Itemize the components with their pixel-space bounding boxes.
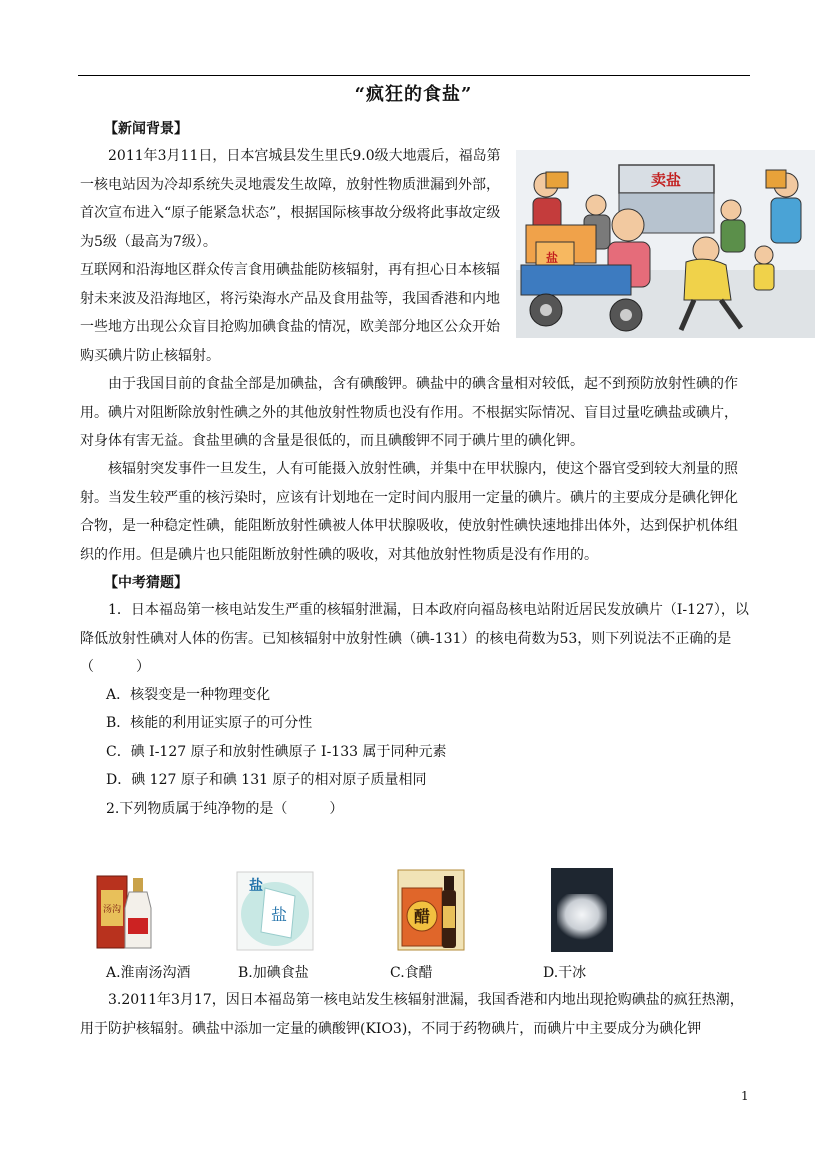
cartoon-box-label: 盐 [545,251,559,265]
svg-text:盐: 盐 [270,905,288,924]
iodized-salt-image [235,868,315,952]
section-exam-heading: 【中考猜题】 [104,575,188,591]
svg-text:醋: 醋 [413,907,431,926]
page-title: “疯狂的食盐” [354,84,473,105]
question-1-option-a: A．核裂变是一种物理变化 [106,687,271,703]
dry-ice-image [551,868,613,952]
cartoon-illustration [516,150,815,338]
news-paragraph-3: 由于我国目前的食盐全部是加碘盐，含有碘酸钾。碘盐中的碘含量相对较低，起不到预防放射性碘的作用。碘片对阻断除放射性碘之外的其他放射性物质也没有作用。不根据实际情况、盲目过量吃碘盐或碘片，对身体有害无益。食盐里碘的含量是很低的，而且碘酸钾不同于碘片里的碘化钾。 [80,376,738,449]
question-2-option-d: D.干冰 [543,965,587,981]
question-1-option-c: C．碘 I-127 原子和放射性碘原子 I-133 属于同种元素 [106,744,447,760]
page-number: 1 [741,1089,749,1103]
cartoon-sign-text: 卖盐 [650,171,682,189]
header-rule [78,75,750,76]
liquor-bottle-image [95,868,165,952]
question-3: 3.2011年3月17，因日本福岛第一核电站发生核辐射泄漏，我国香港和内地出现抢购碘盐的疯狂热潮，用于防护核辐射。碘盐中添加一定量的碘酸钾(KIO3)，不同于药物碘片，而碘片中主要成分为碘化钾 [80,992,744,1037]
question-1-option-b: B．核能的利用证实原子的可分性 [106,715,313,731]
question-2: 2.下列物质属于纯净物的是（ ） [106,801,344,817]
question-2-option-c: C.食醋 [390,965,433,981]
question-1-option-d: D．碘 127 原子和碘 131 原子的相对原子质量相同 [106,772,427,788]
svg-text:汤沟: 汤沟 [102,905,122,915]
question-2-option-a: A.淮南汤沟酒 [106,965,191,981]
vinegar-image [396,868,466,952]
news-paragraph-1: 2011年3月11日，日本宫城县发生里氏9.0级大地震后，福岛第一核电站因为冷却系统失灵地震发生故障，放射性物质泄漏到外部，首次宣布进入“原子能紧急状态”，根据国际核事故分级将此事故定级为5级（最高为7级）。 [80,148,501,250]
svg-text:盐: 盐 [249,878,263,894]
news-paragraph-2: 互联网和沿海地区群众传言食用碘盐能防核辐射，再有担心日本核辐射未来波及沿海地区，将污染海水产品及食用盐等，我国香港和内地一些地方出现公众盲目抢购加碘食盐的情况，欧美部分地区公众开始购买碘片防止核辐射。 [80,262,500,364]
question-1: 1．日本福岛第一核电站发生严重的核辐射泄漏，日本政府向福岛核电站附近居民发放碘片（I-127），以降低放射性碘对人体的伤害。已知核辐射中放射性碘（碘-131）的核电荷数为53，则下列说法不正确的是（ ） [80,602,749,675]
section-news-heading: 【新闻背景】 [104,121,188,137]
question-2-option-b: B.加碘食盐 [238,965,309,981]
news-paragraph-4: 核辐射突发事件一旦发生，人有可能摄入放射性碘，并集中在甲状腺内，使这个器官受到较大剂量的照射。当发生较严重的核污染时，应该有计划地在一定时间内服用一定量的碘片。碘片的主要成分是碘化钾化合物，是一种稳定性碘，能阻断放射性碘被人体甲状腺吸收，使放射性碘快速地排出体外，达到保护机体组织的作用。但是碘片也只能阻断放射性碘的吸收，对其他放射性物质是没有作用的。 [80,461,738,563]
salt-rush-cartoon [516,150,815,338]
